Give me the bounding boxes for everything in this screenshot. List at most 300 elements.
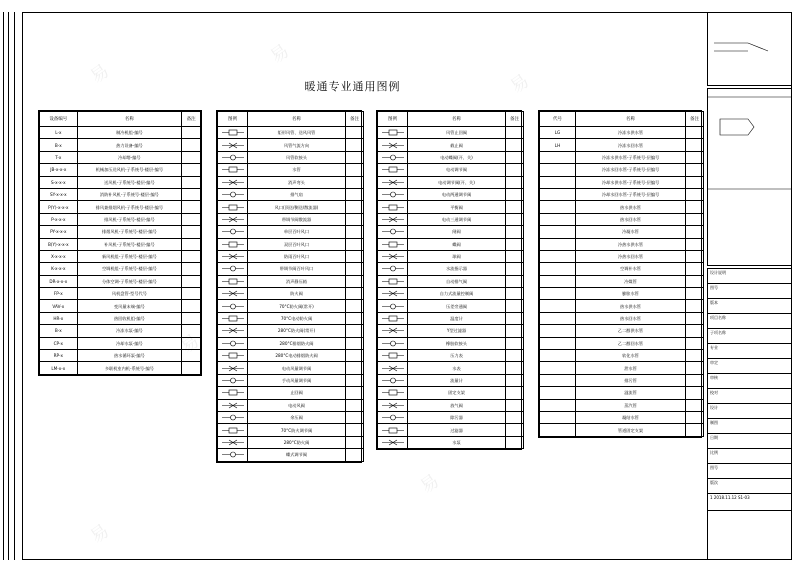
legend-symbol-icon: [380, 389, 406, 396]
table-row: [378, 337, 524, 349]
code-cell: SY-x-x-x: [40, 188, 78, 200]
name-cell: 热水回水管: [576, 312, 686, 324]
remark-cell: [182, 213, 201, 225]
name-cell: 除污器: [408, 411, 506, 423]
legend-symbol-icon: [380, 427, 406, 434]
remark-cell: [506, 424, 524, 436]
code-cell: K-x-x-x: [40, 263, 78, 275]
legend-symbol: [378, 263, 408, 275]
code-cell: CP-x: [40, 337, 78, 349]
legend-symbol: [378, 436, 408, 448]
table-row: [218, 337, 364, 349]
code-cell: [540, 238, 576, 250]
name-cell: 平衡阀: [408, 201, 506, 213]
table-row: [540, 275, 704, 287]
legend-symbol: [378, 238, 408, 250]
remark-cell: [686, 139, 704, 151]
legend-table: [39, 111, 201, 375]
legend-symbol-icon: [220, 340, 246, 347]
legend-symbol: [378, 213, 408, 225]
legend-symbol-icon: [380, 253, 406, 260]
table-row: [378, 275, 524, 287]
title-block-row: 审定: [708, 359, 791, 374]
remark-cell: [346, 436, 364, 448]
remark-cell: [182, 350, 201, 362]
table-row: [218, 201, 364, 213]
remark-cell: [686, 374, 704, 386]
name-cell: 补风机-子系统号-楼层-编号: [77, 238, 182, 250]
legend-symbol: [218, 201, 248, 213]
name-cell: 风管软接头: [248, 151, 346, 163]
table-row: [378, 176, 524, 188]
remark-cell: [346, 226, 364, 238]
legend-symbol: [218, 288, 248, 300]
name-cell: 放气阀: [408, 399, 506, 411]
legend-symbol-icon: [220, 427, 246, 434]
name-cell: 防雨百叶风口: [248, 250, 346, 262]
legend-symbol-icon: [220, 352, 246, 359]
legend-symbol-icon: [380, 439, 406, 446]
name-cell: 热水回水管: [576, 213, 686, 225]
table-row: [40, 362, 201, 374]
title-block-row: 版次: [708, 479, 791, 494]
column-header: 备注: [182, 112, 201, 127]
remark-cell: [182, 201, 201, 213]
title-block-meta: [708, 494, 791, 511]
table-row: [40, 164, 201, 176]
legend-symbol: [378, 300, 408, 312]
table-row: [378, 139, 524, 151]
remark-cell: [182, 226, 201, 238]
legend-symbol-icon: [220, 290, 246, 297]
remark-cell: [182, 300, 201, 312]
name-cell: 消声弯头: [248, 176, 346, 188]
name-cell: 热力设备-编号: [77, 139, 182, 151]
remark-cell: [346, 288, 364, 300]
legend-symbol: [218, 411, 248, 423]
title-block-row: 比例: [708, 449, 791, 464]
title-block-row: 设计说明: [708, 269, 791, 284]
remark-cell: [686, 312, 704, 324]
table-row: [540, 213, 704, 225]
legend-symbol-icon: [220, 439, 246, 446]
remark-cell: [686, 337, 704, 349]
name-cell: 变风量末端-编号: [77, 300, 182, 312]
name-cell: 电动风量调节阀: [248, 362, 346, 374]
remark-cell: [346, 362, 364, 374]
remark-cell: [686, 188, 704, 200]
name-cell: 电动调节阀: [408, 164, 506, 176]
remark-cell: [506, 337, 524, 349]
remark-cell: [506, 288, 524, 300]
remark-cell: [346, 424, 364, 436]
remark-cell: [346, 449, 364, 461]
name-cell: 消声静压箱: [248, 275, 346, 287]
remark-cell: [506, 362, 524, 374]
name-cell: 乙二醇供水管: [576, 325, 686, 337]
remark-cell: [506, 387, 524, 399]
title-block-row: 版本: [708, 299, 791, 314]
table-row: [540, 139, 704, 151]
table-row: [378, 350, 524, 362]
table-row: [40, 201, 201, 213]
name-cell: 自动排气阀: [408, 275, 506, 287]
legend-symbol-icon: [220, 204, 246, 211]
table-row: [378, 151, 524, 163]
remark-cell: [506, 300, 524, 312]
remark-cell: [346, 127, 364, 139]
sheet-number: S1-03: [738, 495, 750, 500]
legend-symbol: [378, 151, 408, 163]
code-cell: [540, 325, 576, 337]
legend-symbol-icon: [220, 402, 246, 409]
name-cell: 冷冻水供水管-子系统号-层编号: [576, 151, 686, 163]
name-cell: 水表: [408, 362, 506, 374]
name-cell: 送风机-子系统号-楼层-编号: [77, 176, 182, 188]
table-row: [218, 436, 364, 448]
table-row: [40, 325, 201, 337]
legend-symbol-icon: [380, 414, 406, 421]
table-row: [218, 151, 364, 163]
table-row: [40, 226, 201, 238]
legend-symbol-icon: [380, 241, 406, 248]
table-row: [540, 288, 704, 300]
table-row: [540, 374, 704, 386]
title-block-row: 专业: [708, 344, 791, 359]
name-cell: 分体空调-子系统号-楼层-编号: [77, 275, 182, 287]
remark-cell: [506, 188, 524, 200]
table-row: [218, 374, 364, 386]
legend-symbol-icon: [380, 303, 406, 310]
legend-symbol: [218, 238, 248, 250]
remark-cell: [686, 176, 704, 188]
table-row: [540, 263, 704, 275]
title-block-row: 设计: [708, 404, 791, 419]
legend-symbol: [378, 176, 408, 188]
code-cell: [540, 411, 576, 423]
column-header: 备注: [506, 112, 524, 127]
table-row: [378, 436, 524, 448]
legend-symbol-icon: [380, 365, 406, 372]
table-row: [40, 213, 201, 225]
name-cell: 机械加压送风机-子系统号-楼层-编号: [77, 164, 182, 176]
name-cell: 冷热水供水管: [576, 238, 686, 250]
name-cell: 新风机组-子系统号-楼层-编号: [77, 250, 182, 262]
watermark: 易: [416, 470, 444, 498]
table-row: [218, 238, 364, 250]
title-block-row: 图号: [708, 464, 791, 479]
table-row: [378, 374, 524, 386]
column-header: 图例: [218, 112, 248, 127]
code-cell: B(Y)-x-x-x: [40, 238, 78, 250]
legend-symbol: [218, 374, 248, 386]
title-block-row: 日期: [708, 434, 791, 449]
name-cell: 凝结水管: [576, 411, 686, 423]
table-row: [540, 201, 704, 213]
remark-cell: [346, 263, 364, 275]
legend-symbol: [218, 387, 248, 399]
name-cell: 70°C电动防火阀: [248, 312, 346, 324]
table-row: [378, 362, 524, 374]
legend-symbol: [218, 139, 248, 151]
table-row: [40, 288, 201, 300]
code-cell: B-x: [40, 139, 78, 151]
title-block-row: 审核: [708, 374, 791, 389]
code-cell: HR-x: [40, 312, 78, 324]
legend-symbol: [378, 312, 408, 324]
legend-symbol-icon: [220, 278, 246, 285]
name-cell: 乙二醇回水管: [576, 337, 686, 349]
legend-symbol: [378, 362, 408, 374]
remark-cell: [506, 350, 524, 362]
remark-cell: [506, 436, 524, 448]
name-cell: 风管止回阀: [408, 127, 506, 139]
table-row: [218, 188, 364, 200]
code-cell: [540, 399, 576, 411]
legend-symbol: [378, 399, 408, 411]
name-cell: 蝶阀: [408, 238, 506, 250]
name-cell: 空调机组-子系统号-楼层-编号: [77, 263, 182, 275]
legend-symbol: [378, 164, 408, 176]
keyplan-diagram: [708, 89, 791, 265]
table-row: [218, 387, 364, 399]
table-row: [378, 226, 524, 238]
remark-cell: [686, 201, 704, 213]
legend-symbol-icon: [220, 166, 246, 173]
remark-cell: [346, 213, 364, 225]
legend-symbol-icon: [220, 241, 246, 248]
table-row: [378, 325, 524, 337]
table-row: [540, 164, 704, 176]
table-row: [218, 325, 364, 337]
code-cell: VAV-x: [40, 300, 78, 312]
remark-cell: [686, 350, 704, 362]
table-row: [540, 127, 704, 139]
legend-symbol: [378, 350, 408, 362]
remark-cell: [686, 213, 704, 225]
name-cell: 冷凝水管: [576, 226, 686, 238]
table-row: [40, 238, 201, 250]
code-cell: [540, 275, 576, 287]
name-cell: 风机盘管-型号代号: [77, 288, 182, 300]
legend-symbol-icon: [380, 142, 406, 149]
name-cell: 电动三通调节阀: [408, 213, 506, 225]
code-cell: [540, 424, 576, 436]
watermark: 易: [86, 60, 114, 88]
code-cell: JB-x-x-x: [40, 164, 78, 176]
name-cell: 280°C电动排烟防火阀: [248, 350, 346, 362]
table-row: [378, 263, 524, 275]
name-cell: 制冷机组-编号: [77, 127, 182, 139]
code-cell: PY-x-x-x: [40, 226, 78, 238]
table-row: [540, 325, 704, 337]
remark-cell: [182, 362, 201, 374]
table-row: [378, 387, 524, 399]
remark-cell: [506, 201, 524, 213]
watermark: 易: [176, 330, 204, 358]
code-cell: [540, 263, 576, 275]
code-cell: S-x-x-x: [40, 176, 78, 188]
name-cell: 冷冻水供水管: [576, 127, 686, 139]
legend-symbol: [218, 325, 248, 337]
watermark: 易: [506, 70, 534, 98]
legend-symbol: [378, 275, 408, 287]
legend-symbol: [378, 387, 408, 399]
name-cell: 矩形风管、送风风管: [248, 127, 346, 139]
table-row: [40, 151, 201, 163]
legend-symbol: [378, 226, 408, 238]
table-row: [540, 312, 704, 324]
remark-cell: [346, 164, 364, 176]
legend-symbol: [218, 250, 248, 262]
name-cell: 消防补风机-子系统号-楼层-编号: [77, 188, 182, 200]
table-row: [378, 411, 524, 423]
remark-cell: [346, 300, 364, 312]
legend-symbol-icon: [380, 327, 406, 334]
column-header: 名称: [408, 112, 506, 127]
name-cell: 热水供水管: [576, 201, 686, 213]
code-cell: [540, 176, 576, 188]
legend-symbol-icon: [220, 253, 246, 260]
remark-cell: [346, 238, 364, 250]
name-cell: 固定支架: [408, 387, 506, 399]
table-row: [218, 139, 364, 151]
name-cell: 球阀: [408, 250, 506, 262]
name-cell: 风口(顶送/侧送/散流器): [248, 201, 346, 213]
column-header: 名称: [77, 112, 182, 127]
remark-cell: [346, 176, 364, 188]
legend-symbol-icon: [220, 154, 246, 161]
table-row: [540, 238, 704, 250]
table-row: [40, 337, 201, 349]
remark-cell: [182, 275, 201, 287]
column-header: 代号: [540, 112, 576, 127]
table-row: [540, 176, 704, 188]
name-cell: 70°C防火阀(常开): [248, 300, 346, 312]
code-cell: [540, 250, 576, 262]
name-cell: 过滤器: [408, 424, 506, 436]
name-cell: 多联机室内机-系统号-编号: [77, 362, 182, 374]
name-cell: 风管气流方向: [248, 139, 346, 151]
legend-symbol-icon: [220, 142, 246, 149]
table-row: [218, 362, 364, 374]
table-row: [378, 238, 524, 250]
legend-symbol-icon: [380, 340, 406, 347]
legend-symbol: [218, 399, 248, 411]
remark-cell: [506, 238, 524, 250]
table-row: [378, 288, 524, 300]
watermark: 易: [266, 40, 294, 68]
legend-symbol-icon: [220, 129, 246, 136]
code-cell: X-x-x-x: [40, 250, 78, 262]
name-cell: 温度计: [408, 312, 506, 324]
table-row: [378, 399, 524, 411]
remark-cell: [182, 238, 201, 250]
table-row: [378, 164, 524, 176]
legend-symbol-icon: [380, 216, 406, 223]
name-cell: 水管: [248, 164, 346, 176]
remark-cell: [182, 164, 201, 176]
legend-symbol-icon: [220, 451, 246, 458]
table-row: [40, 176, 201, 188]
name-cell: 蝶式调节阀: [248, 449, 346, 461]
table-row: [378, 250, 524, 262]
name-cell: 排烟风机-子系统号-楼层-编号: [77, 226, 182, 238]
name-cell: 单层百叶风口: [248, 226, 346, 238]
remark-cell: [686, 424, 704, 436]
legend-symbol: [218, 300, 248, 312]
code-cell: LG: [540, 127, 576, 139]
date-value: 2018.11.12: [712, 495, 738, 500]
legend-symbol: [218, 188, 248, 200]
table-row: [40, 250, 201, 262]
legend-symbol-icon: [220, 414, 246, 421]
legend-table-pipes: [538, 110, 702, 438]
remark-cell: [686, 164, 704, 176]
code-cell: FP-x: [40, 288, 78, 300]
table-row: [540, 362, 704, 374]
column-header: 名称: [248, 112, 346, 127]
table-row: [218, 127, 364, 139]
legend-symbol: [378, 325, 408, 337]
name-cell: 带调节阀百叶风口: [248, 263, 346, 275]
legend-symbol: [218, 263, 248, 275]
name-cell: 热水供水管: [576, 300, 686, 312]
legend-symbol-icon: [380, 290, 406, 297]
column-header: 名称: [576, 112, 686, 127]
name-cell: 280°C排烟防火阀: [248, 337, 346, 349]
name-cell: 电动两通调节阀: [408, 188, 506, 200]
legend-symbol: [378, 424, 408, 436]
code-cell: [540, 164, 576, 176]
remark-cell: [686, 288, 704, 300]
name-cell: 电动调节阀(开、关): [408, 176, 506, 188]
remark-cell: [346, 151, 364, 163]
table-row: [218, 176, 364, 188]
table-row: [378, 213, 524, 225]
remark-cell: [346, 312, 364, 324]
table-row: [40, 275, 201, 287]
remark-cell: [686, 275, 704, 287]
legend-symbol: [218, 164, 248, 176]
remark-cell: [686, 250, 704, 262]
legend-symbol-icon: [380, 265, 406, 272]
code-cell: [540, 362, 576, 374]
remark-cell: [686, 387, 704, 399]
remark-cell: [506, 399, 524, 411]
table-row: [218, 300, 364, 312]
table-row: [218, 449, 364, 461]
legend-symbol: [218, 449, 248, 461]
legend-table-valves: [376, 110, 522, 450]
legend-symbol: [218, 176, 248, 188]
name-cell: 溢流管: [576, 387, 686, 399]
remark-cell: [506, 250, 524, 262]
name-cell: 排污管: [576, 374, 686, 386]
notes-diagram: [708, 13, 791, 85]
table-row: [40, 263, 201, 275]
code-cell: P(Y)-x-x-x: [40, 201, 78, 213]
remark-cell: [686, 300, 704, 312]
remark-cell: [506, 374, 524, 386]
name-cell: 排风兼排烟风机-子系统号-楼层-编号: [77, 201, 182, 213]
legend-symbol: [378, 127, 408, 139]
name-cell: 水流指示器: [408, 263, 506, 275]
name-cell: 280°C防火阀: [248, 436, 346, 448]
table-row: [218, 350, 364, 362]
remark-cell: [686, 411, 704, 423]
table-row: [218, 250, 364, 262]
